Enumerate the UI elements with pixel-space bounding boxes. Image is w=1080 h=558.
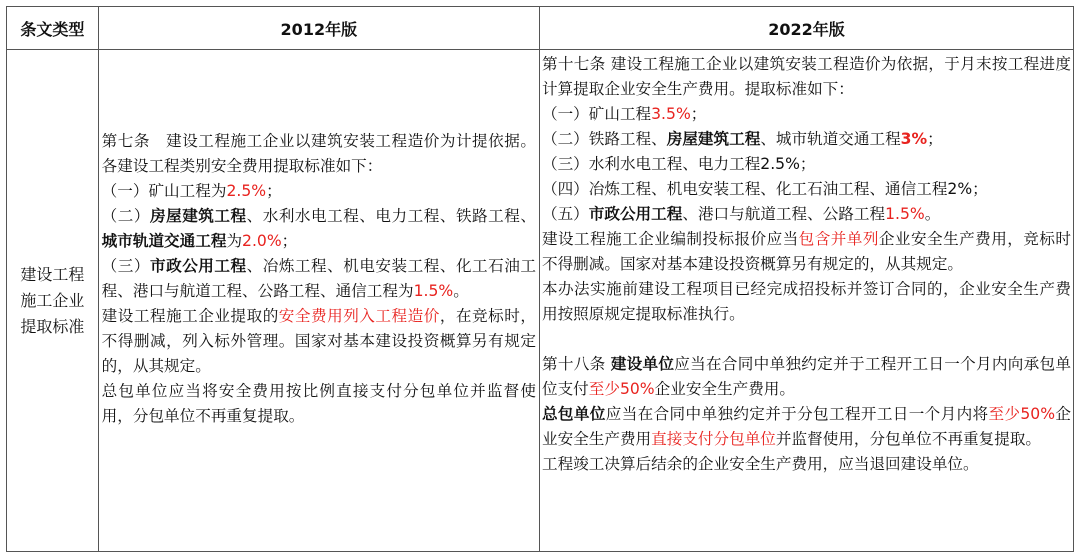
text-run: 为 xyxy=(226,232,243,250)
paragraph xyxy=(542,202,1071,227)
cell-2022 xyxy=(539,50,1073,552)
text-run: （二） xyxy=(101,207,150,225)
paragraph xyxy=(102,179,536,204)
text-run: ； xyxy=(266,182,282,200)
highlight-text: 3.5% xyxy=(651,105,691,123)
paragraph xyxy=(542,227,1071,277)
highlight-text: 直接支付分包单位 xyxy=(651,430,776,448)
clause-type-line: 建设工程 xyxy=(20,264,85,284)
bold-text: 市政公用工程 xyxy=(588,205,683,223)
highlight-text: 2.0% xyxy=(242,232,282,250)
bold-text: 建设单位 xyxy=(610,355,675,373)
text-run: 、城市轨道交通工程 xyxy=(760,130,901,148)
header-2012: 2012年版 xyxy=(98,7,539,50)
text-run: （四）冶炼工程、机电安装工程、化工石油工程、通信工程2%； xyxy=(541,180,988,198)
paragraph xyxy=(542,352,1071,402)
text-run: （五） xyxy=(541,205,589,223)
text-run: 本办法实施前建设工程项目已经完成招投标并签订合同的，企业安全生产费用按照原规定提取标准执行。 xyxy=(541,280,1071,323)
paragraph xyxy=(102,254,536,304)
text-run: 第十七条 建设工程施工企业以建筑安装工程造价为依据，于月末按工程进度计算提取企业安全生产费用。提取标准如下： xyxy=(541,55,1071,98)
text-run: ； xyxy=(927,130,943,148)
clause-type-line: 提取标准 xyxy=(20,316,85,336)
paragraph xyxy=(542,177,1071,202)
text-run: ，在竞标时，不得删减，列入标外管理。国家对基本建设投资概算另有规定的，从其规定。 xyxy=(101,307,536,375)
header-2022: 2022年版 xyxy=(539,7,1073,50)
text-run: 应当在合同中单独约定并于分包工程开工日一个月内将 xyxy=(605,405,989,423)
text-run: （一）矿山工程为 xyxy=(101,182,227,200)
paragraph xyxy=(102,204,536,254)
highlight-text: 安全费用列入工程造价 xyxy=(278,307,440,325)
text-run: （三） xyxy=(101,257,150,275)
text-run: ； xyxy=(690,105,707,123)
paragraph xyxy=(542,52,1071,102)
highlight-text: 至少50% xyxy=(988,405,1056,423)
text-run: 、水利水电工程、电力工程、铁路工程、 xyxy=(246,207,536,225)
highlight-text: 3% xyxy=(900,130,928,148)
paragraph xyxy=(542,127,1071,152)
text-run: 企业安全生产费用 xyxy=(541,405,1071,448)
paragraph xyxy=(542,102,1071,127)
text-run: （二）铁路工程、 xyxy=(541,130,667,148)
bold-text: 房屋建筑工程 xyxy=(149,207,247,225)
paragraph xyxy=(542,277,1071,327)
bold-text: 总包单位 xyxy=(541,405,606,423)
text-run: 应当在合同中单独约定并于工程开工日一个月内向承包单位支付 xyxy=(541,355,1071,398)
bold-text: 城市轨道交通工程 xyxy=(101,232,227,250)
text-run: 建设工程施工企业提取的 xyxy=(101,307,279,325)
text-2022 xyxy=(540,50,1073,477)
highlight-text: 1.5% xyxy=(885,205,925,223)
text-run: ； xyxy=(281,232,298,250)
text-run: （三）水利水电工程、电力工程2.5%； xyxy=(541,155,816,173)
paragraph xyxy=(102,129,536,179)
cell-2012 xyxy=(98,50,539,552)
text-run: （一）矿山工程 xyxy=(541,105,652,123)
text-run: 、港口与航道工程、公路工程 xyxy=(682,205,886,223)
highlight-text: 2.5% xyxy=(226,182,267,200)
paragraph-spacer xyxy=(542,327,1071,352)
text-run: 第十八条 xyxy=(541,355,611,373)
text-run: 总包单位应当将安全费用按比例直接支付分包单位并监督使用，分包单位不再重复提取。 xyxy=(101,382,536,425)
comparison-table xyxy=(6,6,1074,552)
text-2012 xyxy=(99,50,539,429)
highlight-text: 1.5% xyxy=(413,282,454,300)
paragraph xyxy=(102,304,536,379)
text-run: 并监督使用，分包单位不再重复提取。 xyxy=(775,430,1042,448)
clause-type-line: 施工企业 xyxy=(20,290,85,310)
text-run: 。 xyxy=(924,205,941,223)
table-row xyxy=(7,50,1074,552)
clause-type-cell xyxy=(7,50,99,552)
text-run: 建设工程施工企业编制投标报价应当 xyxy=(541,230,799,248)
header-row xyxy=(7,7,1074,50)
text-run: 企业安全生产费用。 xyxy=(654,380,795,398)
paragraph xyxy=(542,452,1071,477)
text-run: 工程竣工决算后结余的企业安全生产费用，应当退回建设单位。 xyxy=(541,455,979,473)
text-run: 。 xyxy=(453,282,469,300)
bold-text: 房屋建筑工程 xyxy=(666,130,761,148)
paragraph xyxy=(542,402,1071,452)
text-run: 企业安全生产费用，竞标时不得删减。国家对基本建设投资概算另有规定的，从其规定。 xyxy=(541,230,1071,273)
highlight-text: 至少50% xyxy=(588,380,655,398)
paragraph xyxy=(102,379,536,429)
highlight-text: 包含并单列 xyxy=(798,230,879,248)
text-run: 第七条 建设工程施工企业以建筑安装工程造价为计提依据。各建设工程类别安全费用提取标准如下： xyxy=(101,132,536,175)
header-type: 条文类型 xyxy=(7,7,99,50)
paragraph xyxy=(542,152,1071,177)
text-run: 、冶炼工程、机电安装工程、化工石油工程、港口与航道工程、公路工程、通信工程为 xyxy=(101,257,536,300)
bold-text: 市政公用工程 xyxy=(149,257,247,275)
